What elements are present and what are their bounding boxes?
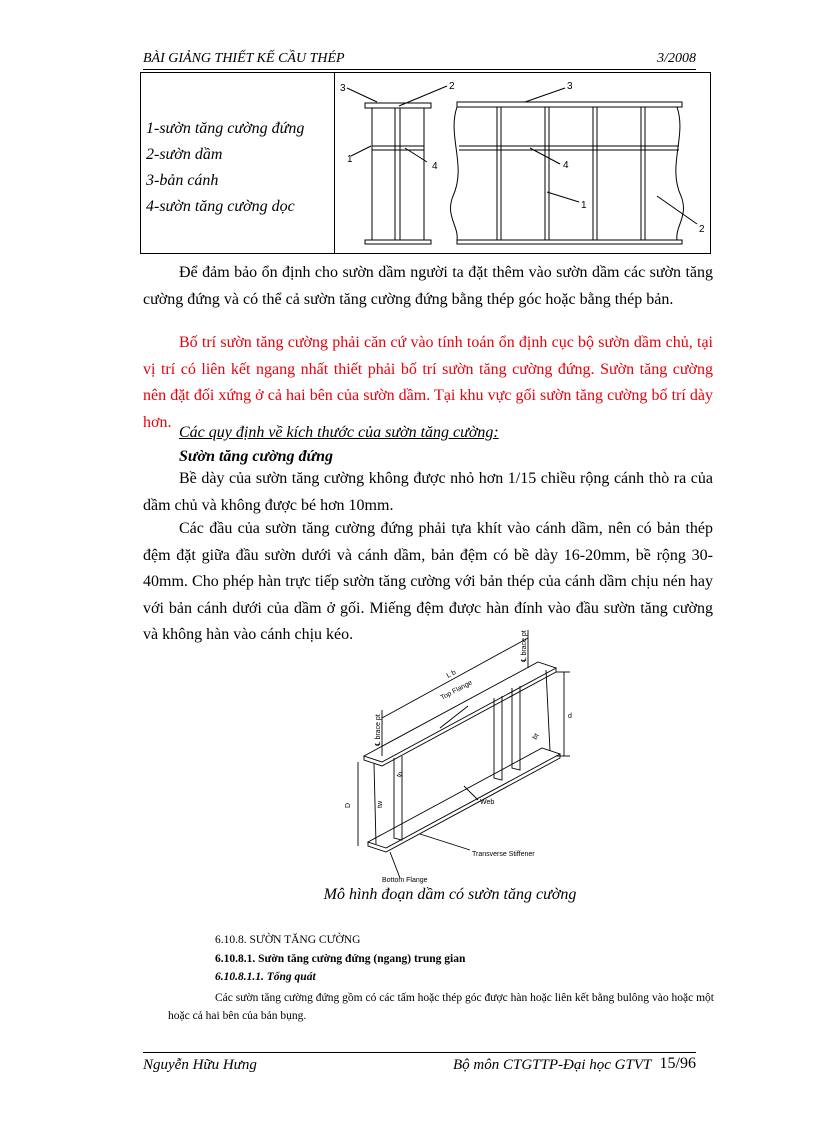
page-number: 15/96 (659, 1055, 696, 1072)
spec-paragraph: Các sườn tăng cường đứng gồm có các tấm hoặc thép góc được hàn hoặc liên kết bằng bulông vào hoặc một hoặc cả hai bên của bản bụng. (168, 992, 714, 1022)
transverse-stiffener-shape (512, 686, 520, 770)
legend-item: 4-sườn tăng cường dọc (146, 198, 295, 215)
bottom-flange-label: Bottom Flange (382, 877, 428, 884)
spec-subsection-heading: 6.10.8.1. Sườn tăng cường đứng (ngang) trung gian (215, 953, 466, 965)
callout-2: 2 (449, 81, 455, 92)
figure-caption: Mô hình đoạn dầm có sườn tăng cường (323, 886, 577, 903)
bottom-flange-shape (368, 748, 560, 848)
transverse-stiffener-label: Transverse Stiffener (472, 851, 535, 858)
girder-elevation (451, 102, 684, 244)
bottom-flange-edge (368, 754, 560, 852)
lb-label: L b (445, 669, 458, 680)
top-flange-edge (364, 668, 556, 766)
spec-section-heading: 6.10.8. SƯỜN TĂNG CƯỜNG (215, 934, 361, 946)
callout-3: 3 (567, 81, 573, 92)
bt-label: bt (531, 732, 541, 741)
brace-left-label: ℄ brace pt (375, 714, 382, 746)
d-label: d (568, 713, 572, 720)
brace-right-label: ℄ brace pt (521, 630, 528, 662)
legend-item: 1-sườn tăng cường đứng (146, 120, 305, 137)
header-date: 3/2008 (657, 51, 696, 66)
legend-item: 2-sườn dầm (146, 146, 223, 163)
girder-isometric-diagram (345, 628, 590, 884)
paragraph-highlight: Bố trí sườn tăng cường phải căn cứ vào tính toán ổn định cục bộ sườn dầm chủ, tại vị trí có liên kết ngang nhất thiết phải bố trí sườn tăng cường đứng. Sườn tăng cường nên đặt đối xứng ở cả hai bên của sườn dầm. Tại khu vực gối sườn tăng cường bố trí dày hơn. (143, 334, 713, 431)
stiffener-layout-diagram (335, 76, 707, 248)
top-flange (365, 103, 431, 108)
page-header (143, 49, 696, 70)
header-title: BÀI GIẢNG THIẾT KẾ CẦU THÉP (143, 51, 345, 66)
callout-2: 2 (699, 224, 705, 235)
tp-label: tp (395, 770, 405, 779)
callout-4: 4 (563, 160, 569, 171)
break-line (451, 107, 459, 240)
tw-label: tw (377, 801, 384, 808)
top-flange (457, 102, 682, 107)
bottom-flange (365, 240, 431, 244)
subheading-2: Sườn tăng cường đứng (179, 448, 333, 465)
callout-1: 1 (347, 154, 353, 165)
footer-department: Bộ môn CTGTTP-Đại học GTVT (453, 1057, 652, 1073)
transverse-stiffener-shape (494, 696, 502, 780)
paragraph: Bề dày của sườn tăng cường không được nhỏ hơn 1/15 chiều rộng cánh thò ra của dầm chủ và không được bé hơn 10mm. (143, 470, 713, 514)
bottom-flange (457, 240, 682, 244)
web-label: Web (480, 799, 495, 806)
spec-subsubsection-heading: 6.10.8.1.1. Tổng quát (215, 971, 316, 983)
subheading: Các quy định về kích thước của sườn tăng cường: (179, 424, 499, 441)
lb-dimension (382, 638, 528, 718)
paragraph: Các đầu của sườn tăng cường đứng phải tựa khít vào cánh dầm, nên có bản thép đệm đặt giữa đầu sườn dưới và cánh dầm, bản đệm có bề dày 16-20mm, bề rộng 30-40mm. Cho phép hàn trực tiếp sườn tăng cường với bản thép của cánh dầm chịu nén hay với bản cánh dưới của dầm ở gối. Miếng đệm được hàn đính vào đầu sườn tăng cường và không hàn vào cánh chịu kéo. (143, 520, 713, 643)
callout-1: 1 (581, 200, 587, 211)
legend-item: 3-bản cánh (146, 172, 219, 189)
page-footer (143, 1052, 696, 1073)
girder-section-small (365, 103, 431, 244)
top-flange-label: Top Flange (439, 679, 474, 702)
callout-4: 4 (432, 161, 438, 172)
legend-list (146, 116, 304, 220)
footer-author: Nguyễn Hữu Hưng (143, 1057, 257, 1073)
paragraph: Để đảm bảo ổn định cho sườn dầm người ta đặt thêm vào sườn dầm các sườn tăng cường đứng và có thể cả sườn tăng cường đứng bằng thép góc hoặc bằng thép bản. (143, 264, 713, 308)
D-label: D (345, 802, 352, 808)
break-line (676, 107, 684, 240)
callout-3: 3 (340, 83, 346, 94)
